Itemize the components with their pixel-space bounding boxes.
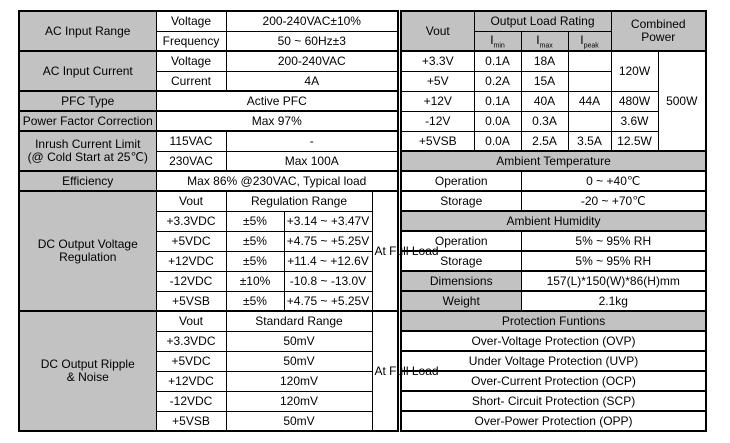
param-label: Operation: [401, 171, 521, 191]
imin-value: 0.1A: [474, 51, 521, 71]
column-header: Vout: [156, 191, 226, 211]
table-row: [401, 151, 706, 171]
param-value: Max 86% @230VAC, Typical load: [156, 171, 398, 191]
protection-item: Over-Voltage Protection (OVP): [401, 331, 706, 351]
column-header: [611, 11, 706, 51]
right-spec-table: [400, 10, 707, 432]
rail-label: +5VSB: [156, 291, 226, 311]
table-row: [19, 191, 398, 211]
tolerance-value: ±5%: [226, 251, 284, 271]
range-value: +4.75 ~ +5.25V: [284, 291, 372, 311]
imin-value: 0.2A: [474, 71, 521, 91]
section-label-line: & Noise: [66, 370, 109, 384]
section-header: Protection Funtions: [401, 311, 706, 331]
ipeak-value: 3.5A: [568, 131, 611, 151]
ipeak-value: [568, 111, 611, 131]
table-row: [401, 351, 706, 371]
table-row: [401, 251, 706, 271]
table-row: [401, 411, 706, 431]
column-header: Vout: [156, 311, 226, 331]
rail-label: +5VSB: [401, 131, 474, 151]
section-label: [19, 191, 156, 311]
protection-item: Under Voltage Protection (UVP): [401, 351, 706, 371]
combined-power-value: 480W: [611, 91, 658, 111]
imax-value: 18A: [521, 51, 568, 71]
rail-label: +5V: [401, 71, 474, 91]
range-value: +11.4 ~ +12.6V: [284, 251, 372, 271]
rail-label: +3.3V: [401, 51, 474, 71]
tolerance-value: ±5%: [226, 231, 284, 251]
table-row: [19, 311, 398, 331]
imin-value: 0.1A: [474, 91, 521, 111]
column-header: [474, 31, 521, 51]
column-header: Regulation Range: [226, 191, 372, 211]
rail-label: +5VDC: [156, 351, 226, 371]
column-header-line: Power: [641, 30, 676, 44]
range-value: +4.75 ~ +5.25V: [284, 231, 372, 251]
param-label: Storage: [401, 251, 521, 271]
imin-value: 0.0A: [474, 111, 521, 131]
current-symbol: I: [490, 32, 494, 47]
current-subscript: min: [493, 41, 505, 49]
table-row: [19, 11, 398, 31]
ripple-value: 120mV: [226, 391, 372, 411]
ipeak-value: [568, 71, 611, 91]
rail-label: +12V: [401, 91, 474, 111]
column-header: Output Load Rating: [474, 11, 611, 31]
section-label: AC Input Range: [19, 11, 156, 51]
rail-label: -12VDC: [156, 271, 226, 291]
current-symbol: I: [580, 32, 584, 47]
range-value: -10.8 ~ -13.0V: [284, 271, 372, 291]
column-header: Vout: [401, 11, 474, 51]
section-header: Ambient Temperature: [401, 151, 706, 171]
param-label: Storage: [401, 191, 521, 211]
protection-item: Over-Power Protection (OPP): [401, 411, 706, 431]
param-label: 115VAC: [156, 131, 226, 151]
param-value: 5% ~ 95% RH: [521, 251, 706, 271]
rail-label: +5VDC: [156, 231, 226, 251]
param-value: 157(L)*150(W)*86(H)mm: [521, 271, 706, 291]
table-row: [401, 211, 706, 231]
param-value: 200-240VAC±10%: [226, 11, 398, 31]
ipeak-value: 44A: [568, 91, 611, 111]
rail-label: -12VDC: [156, 391, 226, 411]
table-row: [401, 311, 706, 331]
param-label: Voltage: [156, 11, 226, 31]
param-value: -: [226, 131, 398, 151]
ripple-value: 50mV: [226, 411, 372, 431]
param-value: 5% ~ 95% RH: [521, 231, 706, 251]
column-header: [521, 31, 568, 51]
param-label: Voltage: [156, 51, 226, 71]
table-row: [401, 51, 706, 71]
param-label: Frequency: [156, 31, 226, 51]
table-row: [19, 171, 398, 191]
section-label-line: Regulation: [59, 250, 117, 264]
table-row: [401, 191, 706, 211]
at-full-load-note: At Full Load: [372, 191, 398, 311]
section-label: [19, 131, 156, 171]
table-row: [401, 291, 706, 311]
protection-item: Short- Circuit Protection (SCP): [401, 391, 706, 411]
table-row: [401, 331, 706, 351]
ipeak-value: [568, 51, 611, 71]
table-row: [401, 171, 706, 191]
param-value: -20 ~ +70℃: [521, 191, 706, 211]
tolerance-value: ±5%: [226, 291, 284, 311]
param-value: 0 ~ +40℃: [521, 171, 706, 191]
table-row: [401, 11, 706, 31]
imax-value: 0.3A: [521, 111, 568, 131]
section-label: [19, 311, 156, 431]
combined-power-value: 3.6W: [611, 111, 658, 131]
table-row: [401, 391, 706, 411]
ripple-value: 50mV: [226, 351, 372, 371]
rail-label: +12VDC: [156, 371, 226, 391]
rail-label: +12VDC: [156, 251, 226, 271]
param-value: 50 ~ 60Hz±3: [226, 31, 398, 51]
section-label-line: (@ Cold Start at 25℃): [27, 150, 148, 164]
rail-label: +3.3VDC: [156, 211, 226, 231]
param-label: Dimensions: [401, 271, 521, 291]
total-power-value: 500W: [658, 51, 706, 151]
table-row: [401, 271, 706, 291]
param-value: Active PFC: [156, 91, 398, 111]
param-label: 230VAC: [156, 151, 226, 171]
table-row: [401, 231, 706, 251]
tolerance-value: ±5%: [226, 211, 284, 231]
table-row: [401, 371, 706, 391]
imax-value: 15A: [521, 71, 568, 91]
protection-item: Over-Current Protection (OCP): [401, 371, 706, 391]
imax-value: 2.5A: [521, 131, 568, 151]
table-row: [19, 51, 398, 71]
section-label: Efficiency: [19, 171, 156, 191]
table-row: [19, 91, 398, 111]
param-label: Weight: [401, 291, 521, 311]
param-value: 200-240VAC: [226, 51, 398, 71]
range-value: +3.14 ~ +3.47V: [284, 211, 372, 231]
current-subscript: peak: [583, 41, 599, 49]
column-header: Standard Range: [226, 311, 372, 331]
current-symbol: I: [536, 32, 540, 47]
section-label: AC Input Current: [19, 51, 156, 91]
table-row: [19, 131, 398, 151]
current-subscript: max: [539, 41, 553, 49]
column-header-line: Combined: [630, 17, 686, 31]
column-header: [568, 31, 611, 51]
left-spec-table: [18, 10, 439, 432]
section-label-line: Inrush Current Limit: [35, 137, 141, 151]
ripple-value: 50mV: [226, 331, 372, 351]
section-label: Power Factor Correction: [19, 111, 156, 131]
rail-label: +5VSB: [156, 411, 226, 431]
ripple-value: 120mV: [226, 371, 372, 391]
rail-label: -12V: [401, 111, 474, 131]
section-label: PFC Type: [19, 91, 156, 111]
tolerance-value: ±10%: [226, 271, 284, 291]
section-header: Ambient Humidity: [401, 211, 706, 231]
param-value: Max 97%: [156, 111, 398, 131]
combined-power-value: 120W: [611, 51, 658, 91]
param-label: Operation: [401, 231, 521, 251]
imin-value: 0.0A: [474, 131, 521, 151]
param-value: 4A: [226, 71, 398, 91]
param-value: Max 100A: [226, 151, 398, 171]
param-value: 2.1kg: [521, 291, 706, 311]
section-label-line: DC Output Voltage: [37, 237, 138, 251]
combined-power-value: 12.5W: [611, 131, 658, 151]
at-full-load-note: At Full Load: [372, 311, 398, 431]
imax-value: 40A: [521, 91, 568, 111]
rail-label: +3.3VDC: [156, 331, 226, 351]
table-row: [19, 111, 398, 131]
section-label-line: DC Output Ripple: [40, 357, 135, 371]
param-label: Current: [156, 71, 226, 91]
